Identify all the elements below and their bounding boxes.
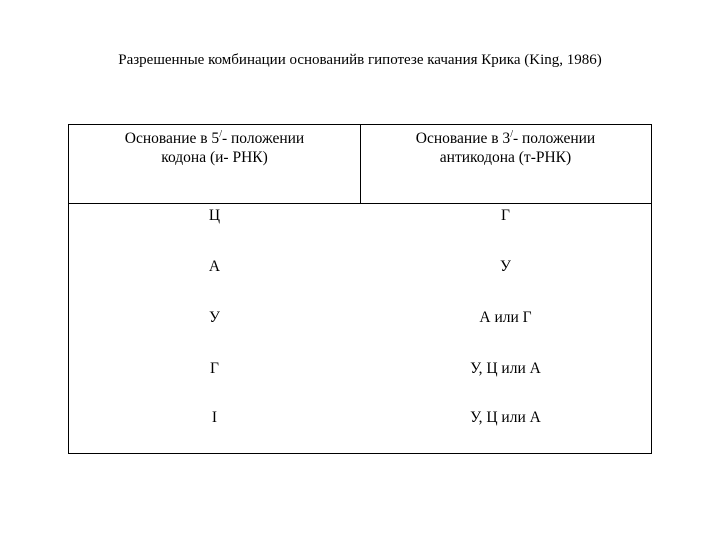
codon-base-cell: У [209, 309, 220, 326]
header-anticodon-line2: антикодона (т-РНК) [439, 149, 572, 166]
table-row [69, 254, 651, 280]
header-anticodon-line1-post: - положении [512, 130, 596, 147]
table-row [69, 356, 651, 382]
header-anticodon-line1-pre: Основание в 3 [415, 130, 511, 147]
pairing-table [68, 124, 652, 454]
header-anticodon-position [360, 125, 651, 203]
table-row [69, 405, 651, 431]
header-codon-line1-pre: Основание в 5 [124, 130, 220, 147]
header-codon-line1-post: - положении [221, 130, 305, 147]
table-header-row [69, 125, 651, 204]
anticodon-base-cell: У, Ц или А [470, 360, 541, 377]
page-title: Разрешенные комбинации основанийв гипотезе качания Крика (King, 1986) [118, 52, 602, 68]
header-codon-line2: кодона (и- РНК) [161, 149, 268, 166]
codon-base-cell: Г [210, 360, 219, 377]
header-codon-position [69, 125, 360, 203]
anticodon-base-cell: У [500, 258, 511, 275]
table-row [69, 203, 651, 229]
codon-base-cell: I [211, 409, 218, 426]
header-codon-prime: / [219, 129, 222, 140]
anticodon-base-cell: А или Г [479, 309, 532, 326]
header-anticodon-prime: / [510, 129, 513, 140]
table-row [69, 305, 651, 331]
anticodon-base-cell: Г [501, 207, 510, 224]
codon-base-cell: А [208, 258, 221, 275]
anticodon-base-cell: У, Ц или А [470, 409, 541, 426]
codon-base-cell: Ц [208, 207, 221, 224]
